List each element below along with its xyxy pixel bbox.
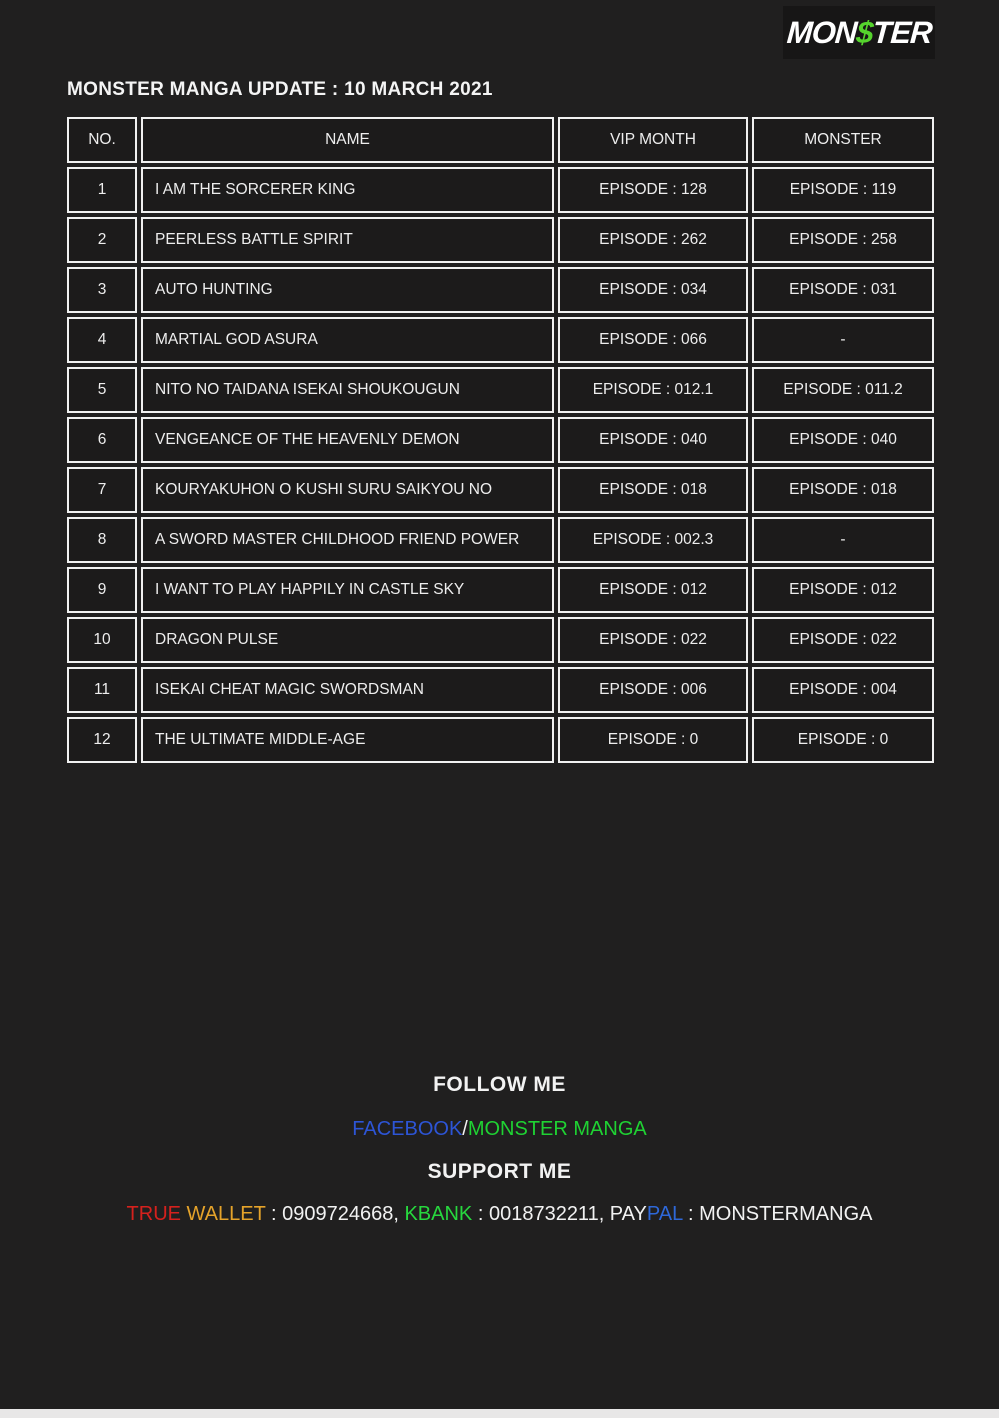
row-number-cell: 2 bbox=[67, 217, 137, 263]
monster-episode-cell: EPISODE : 022 bbox=[752, 617, 934, 663]
bottom-edge-bar bbox=[0, 1409, 999, 1418]
vip-episode-cell: EPISODE : 128 bbox=[558, 167, 748, 213]
table-row bbox=[67, 267, 934, 313]
logo-part-mon: MON bbox=[785, 14, 858, 50]
row-number-cell: 3 bbox=[67, 267, 137, 313]
paypal-name: : MONSTERMANGA bbox=[682, 1203, 873, 1225]
table-row bbox=[67, 367, 934, 413]
vip-episode-cell: EPISODE : 002.3 bbox=[558, 517, 748, 563]
table-row bbox=[67, 667, 934, 713]
vip-episode-cell: EPISODE : 262 bbox=[558, 217, 748, 263]
row-number-cell: 8 bbox=[67, 517, 137, 563]
monster-logo-text bbox=[785, 15, 932, 51]
monster-episode-cell: EPISODE : 040 bbox=[752, 417, 934, 463]
row-number-cell: 1 bbox=[67, 167, 137, 213]
vip-episode-cell: EPISODE : 012.1 bbox=[558, 367, 748, 413]
table-row bbox=[67, 167, 934, 213]
row-number-cell: 6 bbox=[67, 417, 137, 463]
monster-episode-cell: EPISODE : 018 bbox=[752, 467, 934, 513]
monster-episode-cell: EPISODE : 119 bbox=[752, 167, 934, 213]
table-row bbox=[67, 517, 934, 563]
vip-episode-cell: EPISODE : 006 bbox=[558, 667, 748, 713]
table-row bbox=[67, 717, 934, 763]
vip-episode-cell: EPISODE : 0 bbox=[558, 717, 748, 763]
vip-episode-cell: EPISODE : 034 bbox=[558, 267, 748, 313]
manga-name-cell: A SWORD MASTER CHILDHOOD FRIEND POWER bbox=[141, 517, 554, 563]
manga-name-cell: KOURYAKUHON O KUSHI SURU SAIKYOU NO bbox=[141, 467, 554, 513]
monster-episode-cell: EPISODE : 258 bbox=[752, 217, 934, 263]
true-wallet-label: TRUE bbox=[126, 1203, 187, 1225]
vip-episode-cell: EPISODE : 012 bbox=[558, 567, 748, 613]
paypal-label: PAL bbox=[646, 1203, 683, 1225]
monster-episode-cell: EPISODE : 004 bbox=[752, 667, 934, 713]
manga-name-cell: MARTIAL GOD ASURA bbox=[141, 317, 554, 363]
manga-name-cell: PEERLESS BATTLE SPIRIT bbox=[141, 217, 554, 263]
monster-episode-cell: - bbox=[752, 517, 934, 563]
monster-episode-cell: EPISODE : 011.2 bbox=[752, 367, 934, 413]
monster-logo bbox=[783, 6, 935, 59]
facebook-link[interactable]: FACEBOOK bbox=[352, 1118, 463, 1140]
manga-name-cell: NITO NO TAIDANA ISEKAI SHOUKOUGUN bbox=[141, 367, 554, 413]
row-number-cell: 5 bbox=[67, 367, 137, 413]
monster-manga-link[interactable]: MONSTER MANGA bbox=[467, 1118, 647, 1140]
row-number-cell: 4 bbox=[67, 317, 137, 363]
kbank-number: : 0018732211, PAY bbox=[472, 1203, 647, 1225]
social-links-line bbox=[0, 1118, 999, 1141]
kbank-label: KBANK bbox=[404, 1203, 473, 1225]
monster-episode-cell: - bbox=[752, 317, 934, 363]
manga-name-cell: THE ULTIMATE MIDDLE-AGE bbox=[141, 717, 554, 763]
logo-dollar-sign: $ bbox=[854, 14, 874, 50]
logo-part-ter: TER bbox=[871, 14, 933, 50]
manga-name-cell: DRAGON PULSE bbox=[141, 617, 554, 663]
vip-episode-cell: EPISODE : 022 bbox=[558, 617, 748, 663]
table-row bbox=[67, 467, 934, 513]
row-number-cell: 12 bbox=[67, 717, 137, 763]
vip-episode-cell: EPISODE : 018 bbox=[558, 467, 748, 513]
table-row bbox=[67, 417, 934, 463]
header-monster: MONSTER bbox=[752, 117, 934, 163]
table-row bbox=[67, 567, 934, 613]
payment-info-line bbox=[0, 1203, 999, 1226]
monster-episode-cell: EPISODE : 0 bbox=[752, 717, 934, 763]
row-number-cell: 9 bbox=[67, 567, 137, 613]
header-no: NO. bbox=[67, 117, 137, 163]
table-row bbox=[67, 317, 934, 363]
wallet-label: WALLET bbox=[186, 1203, 266, 1225]
table-row bbox=[67, 217, 934, 263]
row-number-cell: 7 bbox=[67, 467, 137, 513]
vip-episode-cell: EPISODE : 040 bbox=[558, 417, 748, 463]
manga-name-cell: VENGEANCE OF THE HEAVENLY DEMON bbox=[141, 417, 554, 463]
table-row bbox=[67, 617, 934, 663]
follow-me-heading: FOLLOW ME bbox=[433, 1073, 566, 1096]
row-number-cell: 10 bbox=[67, 617, 137, 663]
table-header-row bbox=[67, 117, 934, 163]
row-number-cell: 11 bbox=[67, 667, 137, 713]
page-title: MONSTER MANGA UPDATE : 10 MARCH 2021 bbox=[67, 79, 493, 100]
monster-episode-cell: EPISODE : 031 bbox=[752, 267, 934, 313]
slash-separator: / bbox=[462, 1118, 468, 1140]
support-me-heading: SUPPORT ME bbox=[427, 1160, 572, 1183]
manga-name-cell: I AM THE SORCERER KING bbox=[141, 167, 554, 213]
manga-name-cell: I WANT TO PLAY HAPPILY IN CASTLE SKY bbox=[141, 567, 554, 613]
manga-name-cell: ISEKAI CHEAT MAGIC SWORDSMAN bbox=[141, 667, 554, 713]
header-name: NAME bbox=[141, 117, 554, 163]
manga-name-cell: AUTO HUNTING bbox=[141, 267, 554, 313]
monster-episode-cell: EPISODE : 012 bbox=[752, 567, 934, 613]
true-wallet-number: : 0909724668, bbox=[265, 1203, 405, 1225]
manga-update-table bbox=[63, 113, 938, 767]
header-vip-month: VIP MONTH bbox=[558, 117, 748, 163]
vip-episode-cell: EPISODE : 066 bbox=[558, 317, 748, 363]
